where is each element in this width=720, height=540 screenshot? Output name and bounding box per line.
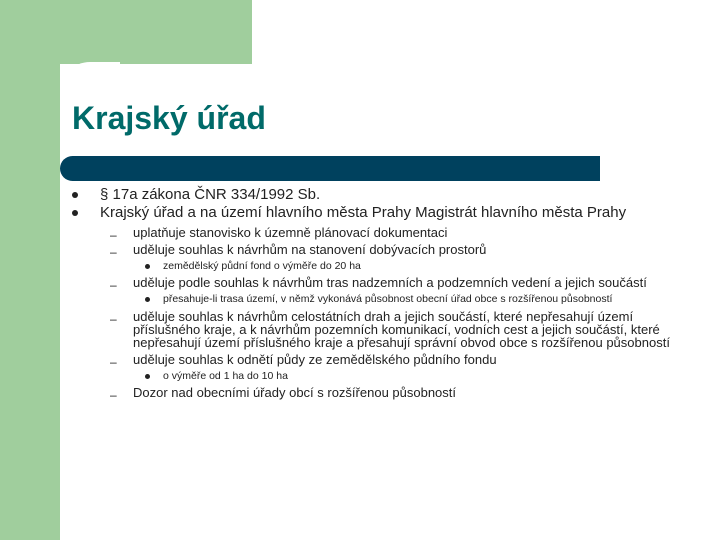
left-sidebar-band — [0, 0, 60, 540]
level3-bullet-item — [72, 294, 672, 304]
dash-marker: – — [110, 388, 117, 402]
sub-bullet-item — [72, 242, 672, 259]
sub-bullet-text: uplatňuje stanovisko k územně plánovací dokumentaci — [133, 225, 448, 240]
level3-bullet-text: zemědělský půdní fond o výměře do 20 ha — [163, 260, 361, 272]
dash-marker: – — [110, 245, 117, 259]
bullet-item — [72, 186, 672, 204]
dash-marker: – — [110, 312, 117, 326]
level3-bullet-text: přesahuje-li trasa území, v němž vykonává působnost obecní úřad obce s rozšířenou působností — [163, 293, 613, 305]
sub-bullet-text: uděluje souhlas k odnětí půdy ze zemědělského půdního fondu — [133, 352, 497, 367]
bullet-dot — [145, 264, 150, 269]
bullet-dot — [72, 192, 78, 198]
sub-bullet-text: Dozor nad obecními úřady obcí s rozšířenou působností — [133, 385, 457, 400]
sub-bullet-item — [72, 385, 672, 402]
level3-bullet-item — [72, 261, 672, 271]
dash-marker: – — [110, 228, 117, 242]
bullet-dot — [145, 374, 150, 379]
bullet-text: § 17a zákona ČNR 334/1992 Sb. — [100, 186, 321, 203]
dash-marker: – — [110, 355, 117, 369]
level3-bullet-text: o výměře od 1 ha do 10 ha — [163, 370, 288, 382]
slide-title: Krajský úřad — [72, 100, 266, 136]
sub-bullet-item — [72, 225, 672, 242]
sub-bullet-text: uděluje souhlas k návrhům celostátních drah a jejich součástí, které nepřesahují území příslušného kraje, a k návrhům pozemních komunikací, vodních cest a jejich součástí, které nepřesahují území příslušného kraje a přesahují správní obvod obce s rozšířenou působností — [133, 309, 670, 350]
bullet-text: Krajský úřad a na území hlavního města Prahy Magistrát hlavního města Prahy — [100, 204, 627, 221]
bullet-item — [72, 204, 672, 222]
sub-bullet-text: uděluje souhlas k návrhům na stanovení dobývacích prostorů — [133, 242, 487, 257]
level3-bullet-item — [72, 371, 672, 381]
slide-content — [72, 186, 672, 402]
sub-bullet-item — [72, 310, 672, 349]
bullet-dot — [145, 297, 150, 302]
sub-bullet-text: uděluje podle souhlas k návrhům tras nadzemních a podzemních vedení a jejich součástí — [133, 275, 647, 290]
bullet-dot — [72, 210, 78, 216]
title-underline-bar — [60, 156, 600, 181]
sub-bullet-item — [72, 352, 672, 369]
dash-marker: – — [110, 278, 117, 292]
sub-bullet-item — [72, 275, 672, 292]
